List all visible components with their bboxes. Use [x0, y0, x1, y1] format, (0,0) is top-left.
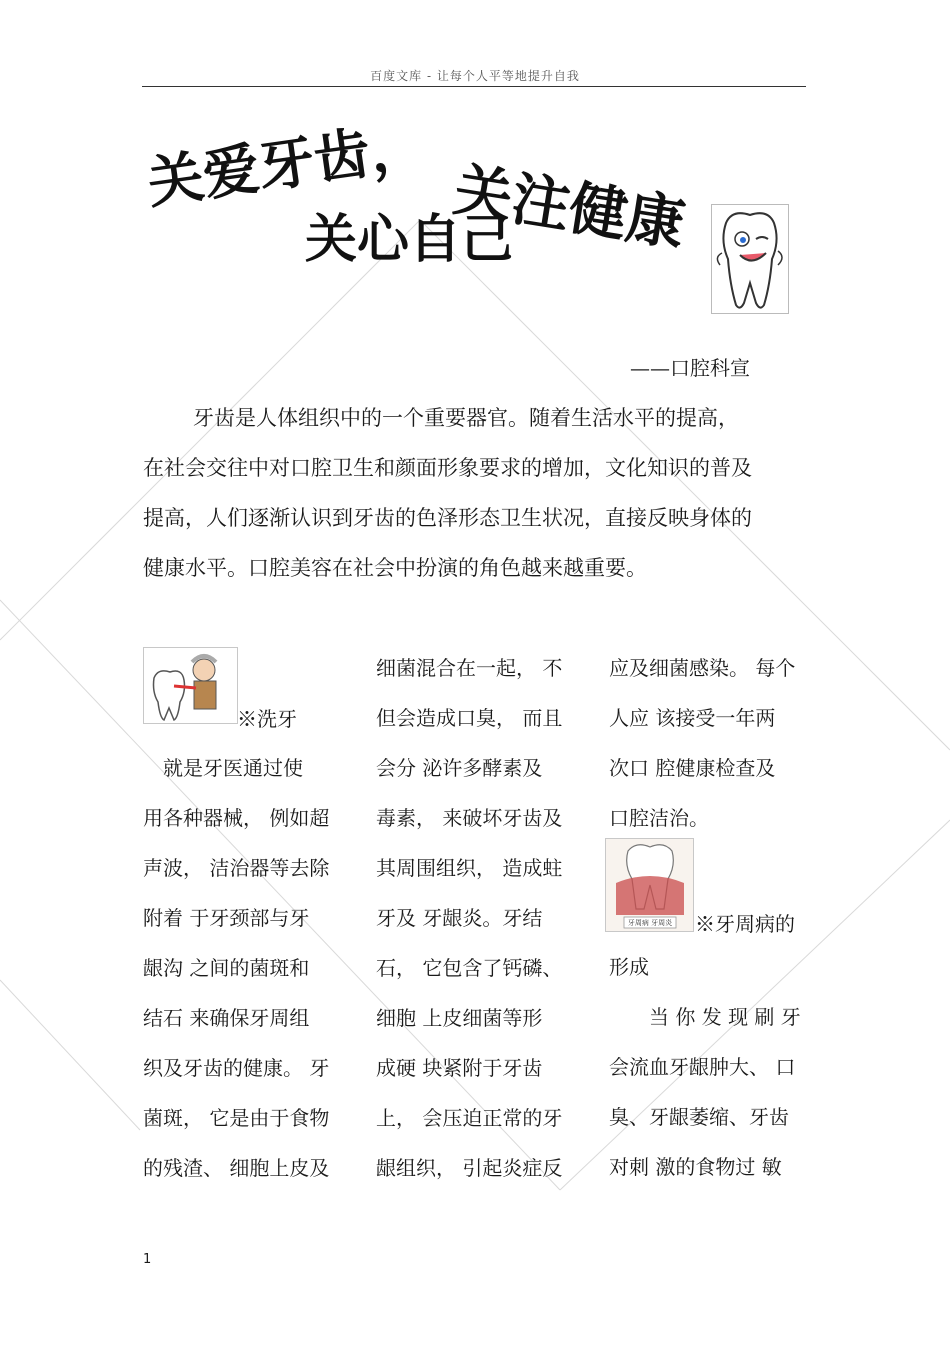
text-line: 会分 泌许多酵素及 — [376, 756, 543, 780]
column-3-top — [609, 643, 795, 843]
text-line: 声波， 洁治器等去除 — [143, 856, 330, 880]
text-line: 结石 来确保牙周组 — [143, 1006, 310, 1030]
text-line: 人应 该接受一年两 — [609, 706, 776, 730]
text-line: 口腔洁治。 — [609, 806, 709, 830]
text-line: 次口 腔健康检查及 — [609, 756, 776, 780]
section-label-periodontal: ※牙周病的 — [695, 912, 795, 936]
smiling-tooth-image — [711, 204, 789, 314]
text-line: 龈沟 之间的菌斑和 — [143, 956, 310, 980]
text-line: 的残渣、 细胞上皮及 — [143, 1156, 330, 1180]
title-line-2: 关注健康 — [449, 155, 690, 259]
text-line: 毒素， 来破坏牙齿及 — [376, 806, 563, 830]
text-line: 石， 它包含了钙磷、 — [376, 956, 563, 980]
text-line: 对刺 激的食物过 敏 — [609, 1155, 782, 1179]
text-line: 牙及 牙龈炎。牙结 — [376, 906, 543, 930]
title-line-1: 关爱牙齿， — [143, 112, 430, 217]
byline: ——口腔科宣 — [630, 356, 750, 380]
column-3-bottom — [609, 942, 801, 1192]
text-line: 细菌混合在一起， 不 — [376, 656, 563, 680]
text-line: 用各种器械， 例如超 — [143, 806, 330, 830]
text-line: 成硬 块紧附于牙齿 — [376, 1056, 543, 1080]
periodontal-disease-image — [605, 838, 694, 932]
header-divider — [142, 86, 806, 87]
text-line: 织及牙齿的健康。 牙 — [143, 1056, 330, 1080]
text-line: 其周围组织， 造成蛀 — [376, 856, 563, 880]
text-line: 臭、牙龈萎缩、牙齿 — [609, 1105, 789, 1129]
text-line: 菌斑， 它是由于食物 — [143, 1106, 330, 1130]
text-line: 会流血牙龈肿大、 口 — [609, 1055, 796, 1079]
text-line: 龈组织， 引起炎症反 — [376, 1156, 563, 1180]
text-line: 附着 于牙颈部与牙 — [143, 906, 310, 930]
text-line: 当 你 发 现 刷 牙 — [609, 1005, 801, 1029]
text-line: 形成 — [609, 955, 649, 979]
text-line: 就是牙医通过使 — [143, 756, 303, 780]
text-line: 但会造成口臭， 而且 — [376, 706, 563, 730]
section-label-cleaning: ※洗牙 — [237, 707, 297, 731]
title-line-3: 关心自己 — [305, 209, 514, 270]
image-caption: 牙周病 牙周炎 — [627, 919, 673, 927]
column-1 — [143, 743, 329, 1193]
header-text: 百度文库 - 让每个人平等地提升自我 — [370, 69, 580, 83]
text-line: 上， 会压迫正常的牙 — [376, 1106, 563, 1130]
dentist-cartoon-image — [143, 647, 238, 724]
text-line: 细胞 上皮细菌等形 — [376, 1006, 543, 1030]
text-line: 应及细菌感染。 每个 — [609, 656, 796, 680]
intro-paragraph: 牙齿是人体组织中的一个重要器官。随着生活水平的提高，在社会交往中对口腔卫生和颜面形象要求的增加，文化知识的普及提高，人们逐渐认识到牙齿的色泽形态卫生状况，直接反映身体的健康水平。口腔美容在社会中扮演的角色越来越重要。 — [143, 406, 752, 580]
page-number: 1 — [143, 1252, 152, 1267]
column-2 — [376, 643, 562, 1193]
